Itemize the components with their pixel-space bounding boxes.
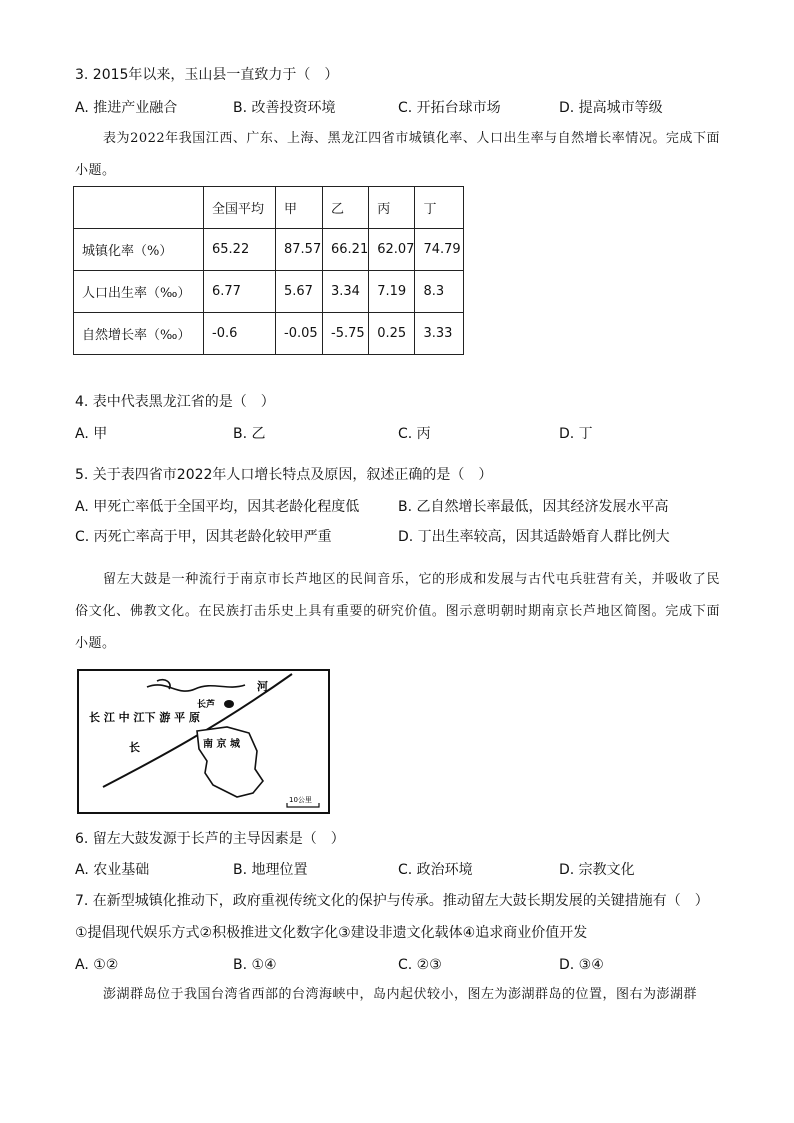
- table-cell: -0.6: [204, 313, 276, 355]
- map-label-changlu: 长芦: [197, 700, 216, 710]
- map-label-nanjing: 南 京 城: [203, 739, 240, 750]
- table-cell: 3.33: [415, 313, 464, 355]
- table-cell: 0.25: [369, 313, 415, 355]
- q3-option-d[interactable]: D. 提高城市等级: [559, 100, 663, 116]
- table-header-cell: 丁: [415, 187, 464, 229]
- q5-option-b[interactable]: B. 乙自然增长率最低，因其经济发展水平高: [398, 499, 669, 515]
- table-header-cell: 全国平均: [204, 187, 276, 229]
- changlu-map-graphic: [77, 669, 330, 814]
- q4-option-b[interactable]: B. 乙: [233, 426, 266, 442]
- q6-stem: 6. 留左大鼓发源于长芦的主导因素是（ ）: [75, 831, 345, 847]
- table-cell: 65.22: [204, 229, 276, 271]
- q7-items: ①提倡现代娱乐方式②积极推进文化数字化③建设非遗文化载体④追求商业价值开发: [75, 925, 588, 941]
- table-cell: 3.34: [323, 271, 369, 313]
- q3-option-a[interactable]: A. 推进产业融合: [75, 100, 178, 116]
- q3-option-c[interactable]: C. 开拓台球市场: [398, 100, 501, 116]
- q4-stem: 4. 表中代表黑龙江省的是（ ）: [75, 394, 275, 410]
- map-label-river: 河: [257, 680, 268, 693]
- table-cell: 6.77: [204, 271, 276, 313]
- changlu-point: [224, 700, 234, 708]
- q3-stem: 3. 2015年以来，玉山县一直致力于（ ）: [75, 67, 339, 83]
- table-row: [74, 229, 464, 271]
- table-row: [74, 271, 464, 313]
- q7-option-c[interactable]: C. ②③: [398, 957, 442, 973]
- q7-option-b[interactable]: B. ①④: [233, 957, 277, 973]
- q4-option-c[interactable]: C. 丙: [398, 426, 431, 442]
- table-row-label: 城镇化率（%）: [74, 229, 204, 271]
- changlu-map: [77, 669, 330, 814]
- q6-option-b[interactable]: B. 地理位置: [233, 862, 308, 878]
- q6-option-c[interactable]: C. 政治环境: [398, 862, 473, 878]
- table-header-row: [74, 187, 464, 229]
- q5-option-d[interactable]: D. 丁出生率较高，因其适龄婚育人群比例大: [398, 529, 670, 545]
- table-cell: 5.67: [276, 271, 323, 313]
- table-row-label: 自然增长率（‰）: [74, 313, 204, 355]
- table-cell: 62.07: [369, 229, 415, 271]
- q4-option-d[interactable]: D. 丁: [559, 426, 593, 442]
- table-header-cell: [74, 187, 204, 229]
- table-cell: 66.21: [323, 229, 369, 271]
- table-cell: 87.57: [276, 229, 323, 271]
- table-header-cell: 甲: [276, 187, 323, 229]
- table-header-cell: 乙: [323, 187, 369, 229]
- q5-stem: 5. 关于表四省市2022年人口增长特点及原因，叙述正确的是（ ）: [75, 467, 493, 483]
- q3-option-b[interactable]: B. 改善投资环境: [233, 100, 336, 116]
- q5-option-c[interactable]: C. 丙死亡率高于甲，因其老龄化较甲严重: [75, 529, 332, 545]
- table-cell: 74.79: [415, 229, 464, 271]
- q6-option-a[interactable]: A. 农业基础: [75, 862, 150, 878]
- q7-option-a[interactable]: A. ①②: [75, 957, 119, 973]
- table-intro: 表为2022年我国江西、广东、上海、黑龙江四省市城镇化率、人口出生率与自然增长率情况。完成下面小题。: [75, 131, 720, 178]
- urbanization-table: [73, 186, 464, 355]
- table-row: [74, 313, 464, 355]
- table-row-label: 人口出生率（‰）: [74, 271, 204, 313]
- q7-stem: 7. 在新型城镇化推动下，政府重视传统文化的保护与传承。推动留左大鼓长期发展的关键措施有（ ）: [75, 893, 709, 909]
- q4-option-a[interactable]: A. 甲: [75, 426, 108, 442]
- q6-option-d[interactable]: D. 宗教文化: [559, 862, 635, 878]
- penghu-intro: 澎湖群岛位于我国台湾省西部的台湾海峡中，岛内起伏较小，图左为澎湖群岛的位置，图右为澎湖群: [103, 987, 698, 1002]
- table-header-cell: 丙: [369, 187, 415, 229]
- map-label-scale: 10公里: [289, 796, 312, 804]
- table-cell: -0.05: [276, 313, 323, 355]
- table-cell: -5.75: [323, 313, 369, 355]
- drum-intro: 留左大鼓是一种流行于南京市长芦地区的民间音乐，它的形成和发展与古代屯兵驻营有关，并吸收了民俗文化、佛教文化。在民族打击乐史上具有重要的研究价值。图示意明朝时期南京长芦地区简图。完成下面小题。: [75, 572, 720, 651]
- table-cell: 7.19: [369, 271, 415, 313]
- map-label-yangtze: 长: [129, 741, 140, 754]
- table-cell: 8.3: [415, 271, 464, 313]
- map-label-plain: 长 江 中 江下 游 平 原: [89, 711, 200, 724]
- q7-option-d[interactable]: D. ③④: [559, 957, 604, 973]
- q5-option-a[interactable]: A. 甲死亡率低于全国平均，因其老龄化程度低: [75, 499, 360, 515]
